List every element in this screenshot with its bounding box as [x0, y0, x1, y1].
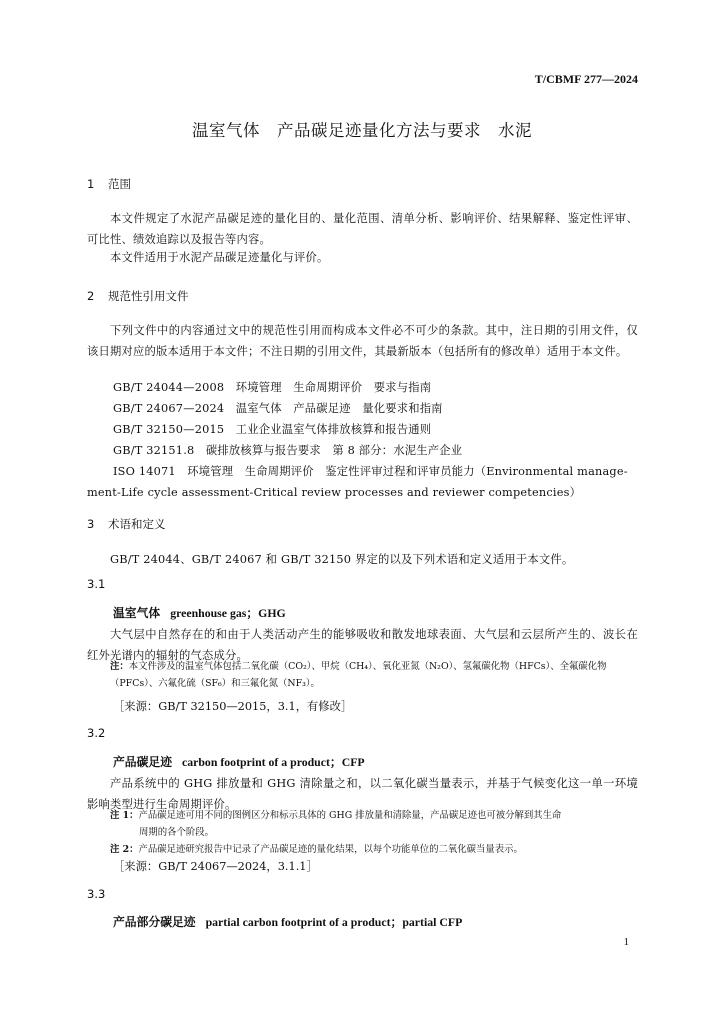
section-number: 2 [87, 289, 95, 303]
section-heading-scope [87, 176, 131, 192]
note-text: 本文件涉及的温室气体包括二氧化碳（CO₂）、甲烷（CH₄）、氧化亚氮（N₂O）、氢氟碳化物（HFCs）、全氟碳化物（PFCs）、六氟化硫（SF₆）和三氟化氮（NF₃）。 [110, 661, 607, 689]
term-note-1 [110, 807, 638, 841]
term-note-2 [110, 841, 638, 858]
term-zh: 产品部分碳足迹 [113, 915, 196, 929]
term-source: ［来源：GB/T 32150—2015，3.1，有修改］ [113, 700, 353, 713]
reference-item: GB/T 24044—2008 环境管理 生命周期评价 要求与指南 [113, 381, 432, 394]
term-zh: 温室气体 [113, 606, 161, 620]
term-en: carbon footprint of a product；CFP [182, 755, 365, 769]
term-number: 3.3 [87, 887, 106, 901]
term-heading [113, 753, 365, 770]
reference-item-iso-continued: ment-Life cycle assessment-Critical review processes and reviewer competencies） [87, 486, 582, 499]
section-title: 规范性引用文件 [108, 289, 189, 303]
document-number: T/CBMF 277—2024 [534, 72, 638, 86]
reference-item-iso: ISO 14071 环境管理 生命周期评价 鉴定性评审过程和评审员能力（Environmental manage- [113, 465, 628, 478]
term-number: 3.1 [87, 577, 106, 591]
paragraph-references-intro: 下列文件中的内容通过文中的规范性引用而构成本文件必不可少的条款。其中，注日期的引用文件，仅该日期对应的版本适用于本文件；不注日期的引用文件，其最新版本（包括所有的修改单）适用于本文件。 [87, 324, 638, 358]
term-zh: 产品碳足迹 [113, 755, 172, 769]
term-en: greenhouse gas；GHG [170, 606, 286, 620]
section-number: 3 [87, 517, 95, 531]
reference-item: GB/T 32150—2015 工业企业温室气体排放核算和报告通则 [113, 423, 432, 436]
reference-item: GB/T 32151.8 碳排放核算与报告要求 第 8 部分：水泥生产企业 [113, 444, 463, 457]
term-heading [113, 604, 286, 621]
note-label: 注： [110, 661, 129, 672]
page-number: 1 [623, 936, 629, 948]
term-heading [113, 913, 462, 930]
note-label: 注 2： [110, 844, 139, 855]
note-text: 产品碳足迹可用不同的图例区分和标示具体的 GHG 排放量和清除量，产品碳足迹也可被分解到其生命 [138, 810, 562, 821]
term-source: ［来源：GB/T 24067—2024，3.1.1］ [113, 860, 318, 873]
term-en: partial carbon footprint of a product；partial CFP [205, 915, 463, 929]
paragraph-scope-2: 本文件适用于水泥产品碳足迹量化与评价。 [110, 251, 329, 264]
term-number: 3.2 [87, 726, 106, 740]
paragraph-terms-intro: GB/T 24044、GB/T 24067 和 GB/T 32150 界定的以及下列术语和定义适用于本文件。 [110, 553, 574, 566]
document-title: 温室气体 产品碳足迹量化方法与要求 水泥 [192, 121, 532, 140]
section-number: 1 [87, 177, 95, 191]
paragraph-scope-1: 本文件规定了水泥产品碳足迹的量化目的、量化范围、清单分析、影响评价、结果解释、鉴定性评审、可比性、绩效追踪以及报告等内容。 [87, 212, 638, 246]
section-heading-terms [87, 516, 166, 532]
reference-item: GB/T 24067—2024 温室气体 产品碳足迹 量化要求和指南 [113, 402, 443, 415]
section-title: 范围 [108, 177, 131, 191]
term-definition: 产品系统中的 GHG 排放量和 GHG 清除量之和，以二氧化碳当量表示，并基于气候变化这一单一环境影响类型进行生命周期评价。 [87, 777, 638, 811]
term-note [110, 658, 638, 692]
term-definition: 大气层中自然存在的和由于人类活动产生的能够吸收和散发地球表面、大气层和云层所产生的、波长在红外光谱内的辐射的气态成分。 [87, 628, 638, 662]
note-text-continued: 周期的各个阶段。 [139, 827, 215, 838]
section-heading-normative-references [87, 288, 189, 304]
note-text: 产品碳足迹研究报告中记录了产品碳足迹的量化结果，以每个功能单位的二氧化碳当量表示。 [138, 844, 523, 855]
section-title: 术语和定义 [108, 517, 166, 531]
note-label: 注 1： [110, 810, 139, 821]
